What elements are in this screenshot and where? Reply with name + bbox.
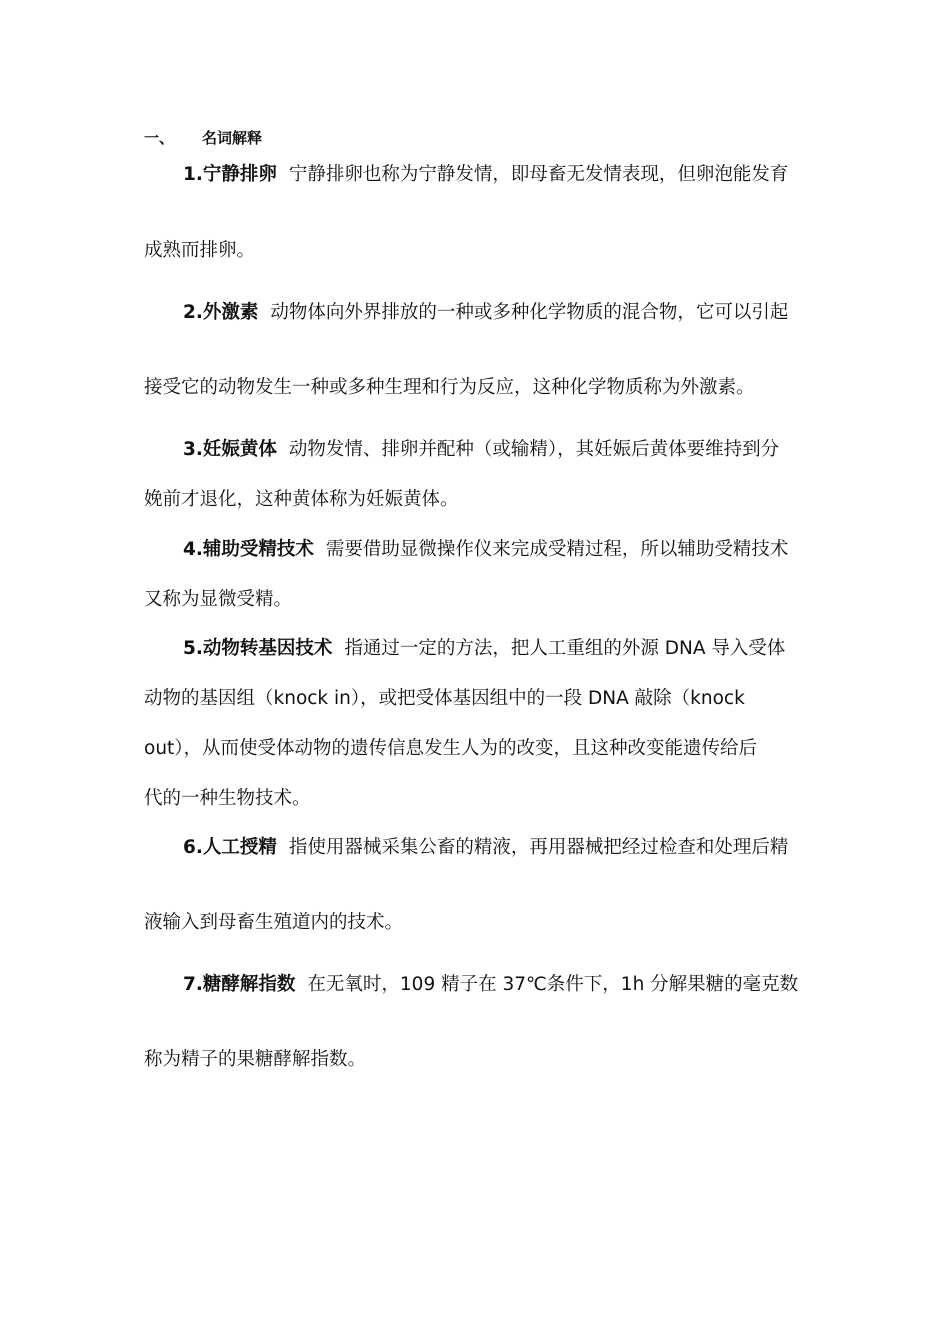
term-2-label: 2.外激素 (183, 302, 259, 323)
term-3-label: 3.妊娠黄体 (183, 439, 277, 460)
term-7-text: 在无氧时，109 精子在 37℃条件下，1h 分解果糖的毫克数 (307, 974, 799, 995)
term-2-line-1 (183, 298, 788, 328)
term-3-line-1 (183, 435, 779, 465)
term-2-line-2: 接受它的动物发生一种或多种生理和行为反应，这种化学物质称为外激素。 (144, 377, 755, 398)
term-5-line-2: 动物的基因组（knock in），或把受体基因组中的一段 DNA 敲除（knock (144, 688, 745, 709)
section-heading (144, 124, 262, 152)
term-6-label: 6.人工授精 (183, 837, 277, 858)
term-1-line-2: 成熟而排卵。 (144, 240, 256, 261)
term-4-text: 需要借助显微操作仪来完成受精过程，所以辅助受精技术 (325, 539, 789, 560)
term-5-label: 5.动物转基因技术 (183, 638, 333, 659)
term-1-line-1 (183, 160, 788, 190)
section-number: 一、 (144, 129, 175, 147)
term-5-line-1 (183, 634, 785, 664)
term-6-line-2: 液输入到母畜生殖道内的技术。 (144, 912, 404, 933)
term-6-line-1 (183, 833, 788, 863)
term-7-line-2: 称为精子的果糖酵解指数。 (144, 1049, 367, 1070)
term-1-label: 1.宁静排卵 (183, 164, 277, 185)
section-title: 名词解释 (202, 129, 263, 147)
term-7-label: 7.糖酵解指数 (183, 974, 296, 995)
term-5-line-4: 代的一种生物技术。 (144, 788, 311, 809)
term-6-text: 指使用器械采集公畜的精液，再用器械把经过检查和处理后精 (288, 837, 789, 858)
term-5-text: 指通过一定的方法，把人工重组的外源 DNA 导入受体 (344, 638, 786, 659)
term-3-text: 动物发情、排卵并配种（或输精），其妊娠后黄体要维持到分 (288, 439, 780, 460)
term-4-line-1 (183, 535, 788, 565)
term-4-label: 4.辅助受精技术 (183, 539, 314, 560)
term-3-line-2: 娩前才退化，这种黄体称为妊娠黄体。 (144, 489, 459, 510)
term-4-line-2: 又称为显微受精。 (144, 589, 293, 610)
term-7-line-1 (183, 970, 798, 1000)
term-1-text: 宁静排卵也称为宁静发情，即母畜无发情表现，但卵泡能发育 (288, 164, 789, 185)
term-5-line-3: out），从而使受体动物的遗传信息发生人为的改变，且这种改变能遗传给后 (144, 738, 758, 759)
term-2-text: 动物体向外界排放的一种或多种化学物质的混合物，它可以引起 (270, 302, 789, 323)
